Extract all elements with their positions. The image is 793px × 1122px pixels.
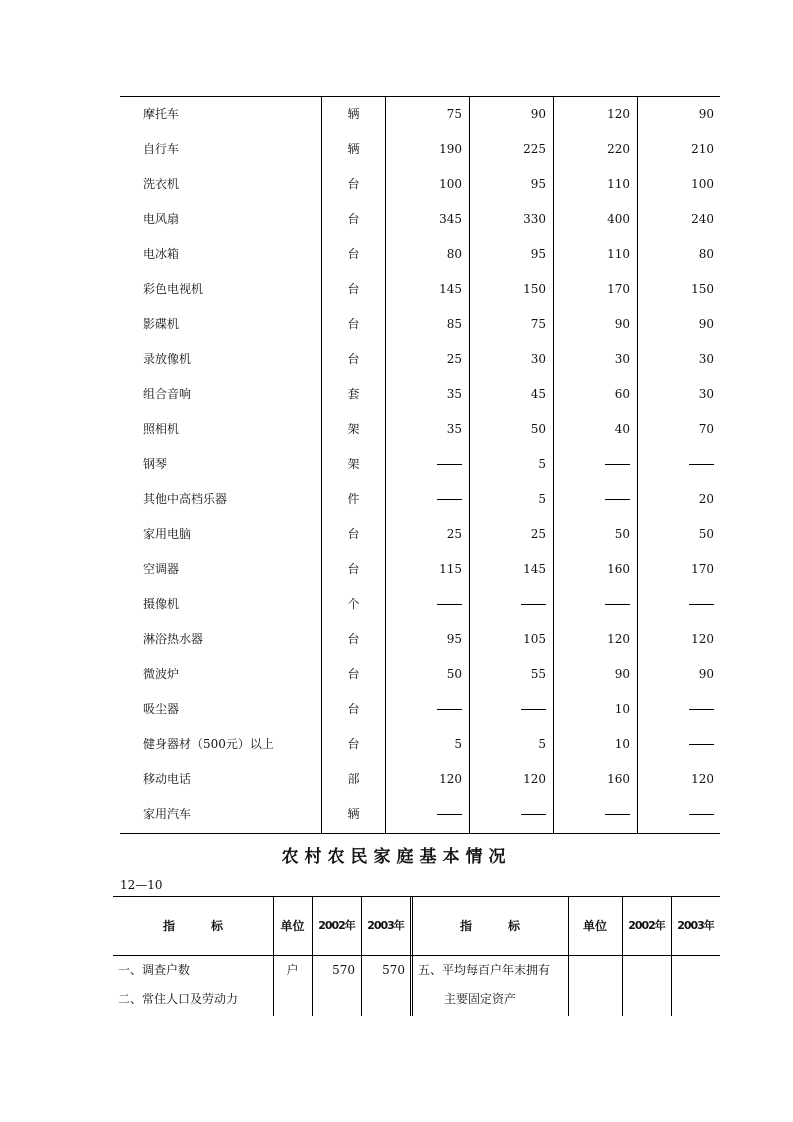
table-row [0,342,793,377]
item-name: 其他中高档乐器 [143,492,228,506]
item-value: 345 [439,212,462,226]
item-value: 5 [538,492,546,506]
item-value: 10 [614,702,630,716]
item-value: 20 [698,492,714,506]
item-name: 影碟机 [143,317,180,331]
item-name: 健身器材（500元）以上 [143,737,274,751]
item-unit: 套 [347,387,360,401]
item-value: 25 [446,352,462,366]
header-2003-right: 2003年 [677,919,714,932]
item-value: 160 [607,772,630,786]
table-row [0,132,793,167]
item-name: 电风扇 [143,212,180,226]
table-row [0,552,793,587]
table-number: 12—10 [120,878,163,892]
item-name: 钢琴 [143,457,168,471]
item-unit: 架 [347,457,360,471]
item-value: 95 [530,247,546,261]
item-value: 90 [530,107,546,121]
item-value: 30 [698,387,714,401]
item-unit: 台 [347,212,360,226]
item-unit: 辆 [347,807,360,821]
item-unit: 台 [347,737,360,751]
table-row [0,307,793,342]
table-row [0,587,793,622]
item-value: 150 [523,282,546,296]
dash-mark [437,604,462,605]
basic-row-2002: 570 [332,963,355,977]
item-value: 240 [691,212,714,226]
table-row [0,692,793,727]
item-name: 洗衣机 [143,177,180,191]
dash-mark [689,814,714,815]
table-row [0,622,793,657]
item-value: 100 [691,177,714,191]
item-value: 30 [614,352,630,366]
item-name: 摩托车 [143,107,180,121]
table-row [0,727,793,762]
item-value: 170 [607,282,630,296]
item-value: 90 [614,317,630,331]
item-unit: 台 [347,527,360,541]
header-indicator-left: 指 标 [162,919,223,933]
item-unit: 台 [347,562,360,576]
item-value: 225 [523,142,546,156]
item-value: 70 [698,422,714,436]
empty-dash [386,797,462,832]
dash-mark [437,499,462,500]
item-value: 25 [530,527,546,541]
item-name: 摄像机 [143,597,180,611]
item-unit: 台 [347,317,360,331]
item-value: 120 [439,772,462,786]
item-unit: 件 [347,492,360,506]
item-value: 90 [614,667,630,681]
table-row [0,762,793,797]
dash-mark [689,464,714,465]
basic-row-label: 二、常住人口及劳动力 [118,992,239,1006]
table-row [0,377,793,412]
dash-mark [437,814,462,815]
basic-table-header-rule [113,955,720,956]
item-unit: 台 [347,247,360,261]
empty-dash [470,797,546,832]
dash-mark [605,464,630,465]
item-value: 90 [698,317,714,331]
table-row [0,97,793,132]
item-value: 45 [530,387,546,401]
item-value: 115 [439,562,462,576]
table-row [0,797,793,832]
item-name: 彩色电视机 [143,282,204,296]
item-value: 90 [698,667,714,681]
table-row [0,517,793,552]
item-value: 50 [698,527,714,541]
item-value: 35 [446,422,462,436]
header-2002-left: 2002年 [318,919,355,932]
table-row [0,482,793,517]
item-value: 5 [454,737,462,751]
item-value: 5 [538,737,546,751]
item-name: 淋浴热水器 [143,632,204,646]
dash-mark [605,814,630,815]
item-value: 40 [614,422,630,436]
item-value: 220 [607,142,630,156]
table-row [0,412,793,447]
item-name: 微波炉 [143,667,180,681]
item-name: 家用电脑 [143,527,192,541]
empty-dash [638,797,714,832]
item-value: 5 [538,457,546,471]
dash-mark [521,709,546,710]
header-unit-left: 单位 [280,919,305,933]
item-value: 80 [698,247,714,261]
item-unit: 个 [347,597,360,611]
dash-mark [605,499,630,500]
item-value: 170 [691,562,714,576]
empty-dash [386,447,462,482]
item-value: 25 [446,527,462,541]
item-unit: 台 [347,282,360,296]
table-row [0,657,793,692]
empty-dash [386,692,462,727]
item-unit: 部 [347,772,360,786]
dash-mark [689,709,714,710]
table-row [0,447,793,482]
item-unit: 台 [347,632,360,646]
item-unit: 台 [347,352,360,366]
header-2003-left: 2003年 [367,919,404,932]
basic-table-divider [410,896,411,1016]
table-row [0,167,793,202]
item-name: 自行车 [143,142,180,156]
empty-dash [470,587,546,622]
dash-mark [437,464,462,465]
item-value: 100 [439,177,462,191]
item-value: 150 [691,282,714,296]
item-name: 空调器 [143,562,180,576]
empty-dash [638,727,714,762]
empty-dash [638,447,714,482]
item-name: 电冰箱 [143,247,180,261]
item-unit: 台 [347,702,360,716]
item-value: 120 [607,632,630,646]
item-value: 105 [523,632,546,646]
item-name: 移动电话 [143,772,192,786]
item-value: 90 [698,107,714,121]
item-name: 吸尘器 [143,702,180,716]
empty-dash [554,587,630,622]
item-name: 录放像机 [143,352,192,366]
basic-row-label-right: 五、平均每百户年末拥有 [418,963,551,977]
item-value: 120 [523,772,546,786]
item-value: 30 [530,352,546,366]
dash-mark [689,744,714,745]
basic-row-label-right: 主要固定资产 [444,992,517,1006]
item-value: 110 [607,177,630,191]
dash-mark [437,709,462,710]
item-unit: 架 [347,422,360,436]
item-value: 160 [607,562,630,576]
header-2002-right: 2002年 [628,919,665,932]
item-value: 190 [439,142,462,156]
empty-dash [554,447,630,482]
empty-dash [638,692,714,727]
items-table-bottom-rule [120,833,720,834]
item-unit: 台 [347,177,360,191]
section-title: 农村农民家庭基本情况 [281,847,512,867]
empty-dash [386,482,462,517]
basic-row-2003: 570 [382,963,405,977]
item-value: 50 [614,527,630,541]
empty-dash [386,587,462,622]
basic-row-label: 一、调查户数 [118,963,191,977]
item-unit: 台 [347,667,360,681]
item-value: 85 [446,317,462,331]
item-value: 210 [691,142,714,156]
dash-mark [521,814,546,815]
item-value: 110 [607,247,630,261]
item-value: 145 [439,282,462,296]
item-value: 50 [446,667,462,681]
item-value: 400 [607,212,630,226]
item-value: 50 [530,422,546,436]
item-value: 75 [446,107,462,121]
item-value: 95 [446,632,462,646]
item-value: 120 [691,632,714,646]
header-indicator-right: 指 标 [459,919,520,933]
empty-dash [470,692,546,727]
item-value: 10 [614,737,630,751]
item-value: 120 [607,107,630,121]
item-value: 55 [530,667,546,681]
item-value: 145 [523,562,546,576]
dash-mark [521,604,546,605]
item-name: 照相机 [143,422,180,436]
item-value: 75 [530,317,546,331]
item-value: 60 [614,387,630,401]
dash-mark [689,604,714,605]
item-value: 30 [698,352,714,366]
table-row [0,237,793,272]
item-value: 35 [446,387,462,401]
table-row [0,272,793,307]
item-value: 330 [523,212,546,226]
header-unit-right: 单位 [582,919,607,933]
table-row [0,202,793,237]
item-value: 120 [691,772,714,786]
empty-dash [638,587,714,622]
item-name: 家用汽车 [143,807,192,821]
item-value: 80 [446,247,462,261]
item-name: 组合音响 [143,387,192,401]
basic-row-unit: 户 [286,963,299,977]
item-value: 95 [530,177,546,191]
item-unit: 辆 [347,142,360,156]
empty-dash [554,797,630,832]
dash-mark [605,604,630,605]
item-unit: 辆 [347,107,360,121]
empty-dash [554,482,630,517]
